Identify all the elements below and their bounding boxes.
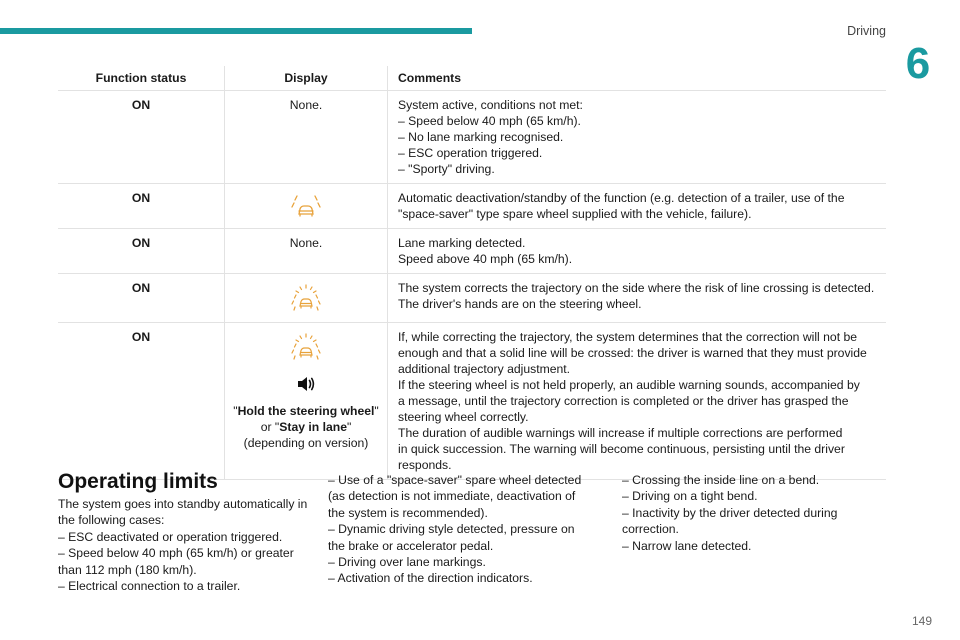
cell-comments (388, 184, 887, 229)
comment-line: – "Sporty" driving. (398, 162, 495, 176)
comment-line: responds. (398, 458, 452, 472)
comment-line: – ESC operation triggered. (398, 146, 543, 160)
comment-line: "space-saver" type spare wheel supplied with the vehicle, failure). (398, 207, 752, 221)
comment-line: – Speed below 40 mph (65 km/h). (398, 114, 581, 128)
text-line: – Crossing the inside line on a bend. (622, 473, 820, 487)
comment-line: a message, until the trajectory correction is completed or the driver has grasped the (398, 394, 849, 408)
text-line: the following cases: (58, 513, 165, 528)
text-line: – Speed below 40 mph (65 km/h) or greater (58, 546, 294, 561)
comment-line: Lane marking detected. (398, 236, 526, 250)
comment-line: in quick succession. The warning will become continuous, persisting until the driver (398, 442, 845, 456)
table-row (58, 274, 886, 323)
lane-keep-active-icon (291, 284, 321, 316)
page-number: 149 (911, 614, 932, 628)
section-heading: Operating limits (58, 470, 218, 493)
cell-status: ON (58, 229, 225, 274)
cell-display: None. (225, 91, 388, 184)
text-line: – Electrical connection to a trailer. (58, 579, 241, 594)
function-status-table (58, 66, 886, 480)
comment-line: If the steering wheel is not held properly, an audible warning sounds, accompanied by (398, 378, 860, 392)
text-line: – Narrow lane detected. (622, 538, 752, 553)
text-line: correction. (622, 522, 679, 537)
cell-display (225, 323, 388, 480)
text-line: the brake or accelerator pedal. (328, 538, 494, 553)
comment-line: enough and that a solid line will be crossed: the driver is warned that they must provide (398, 346, 867, 360)
cell-comments (388, 91, 887, 184)
header-accent-bar (0, 28, 472, 34)
table-row (58, 229, 886, 274)
cell-display (225, 184, 388, 229)
display-message-note: "Hold the steering wheel" or "Stay in lane" (depending on version) (233, 404, 379, 450)
text-line: than 112 mph (180 km/h). (58, 562, 197, 577)
cell-comments (388, 274, 887, 323)
table-row (58, 91, 886, 184)
lane-keep-active-icon (291, 333, 321, 365)
text-column-3 (622, 472, 884, 554)
speaker-icon (296, 375, 316, 397)
lane-keep-icon (291, 194, 321, 222)
cell-display: None. (225, 229, 388, 274)
text-line: – Dynamic driving style detected, pressure on (328, 522, 575, 537)
cell-comments (388, 229, 887, 274)
text-line: (as detection is not immediate, deactivation of (328, 489, 576, 504)
comment-line: – No lane marking recognised. (398, 130, 564, 144)
cell-status: ON (58, 91, 225, 184)
cell-comments (388, 323, 887, 480)
column-header-comments: Comments (388, 66, 887, 91)
cell-display (225, 274, 388, 323)
text-line: – Use of a "space-saver" spare wheel detected (328, 473, 582, 487)
text-column-2 (328, 472, 600, 587)
comment-line: The duration of audible warnings will increase if multiple corrections are performed (398, 426, 843, 440)
text-line: – Inactivity by the driver detected during (622, 505, 838, 520)
table-row (58, 184, 886, 229)
comment-line: System active, conditions not met: (398, 98, 583, 112)
cell-status: ON (58, 323, 225, 480)
text-line: the system is recommended). (328, 505, 488, 520)
comment-line: steering wheel correctly. (398, 410, 529, 424)
cell-status: ON (58, 274, 225, 323)
cell-status: ON (58, 184, 225, 229)
comment-line: The driver's hands are on the steering wheel. (398, 297, 642, 311)
comment-line: Automatic deactivation/standby of the function (e.g. detection of a trailer, use of the (398, 191, 845, 205)
text-line: – Driving over lane markings. (328, 555, 486, 570)
text-line: The system goes into standby automatically in (58, 497, 308, 511)
text-line: – Driving on a tight bend. (622, 489, 758, 504)
text-column-1 (58, 496, 316, 594)
table-header-row (58, 66, 886, 91)
comment-line: Speed above 40 mph (65 km/h). (398, 252, 573, 266)
comment-line: If, while correcting the trajectory, the system determines that the correction will not be (398, 330, 858, 344)
chapter-number: 6 (905, 39, 931, 88)
column-header-display: Display (225, 66, 388, 91)
comment-line: additional trajectory adjustment. (398, 362, 571, 376)
text-line: – ESC deactivated or operation triggered. (58, 529, 283, 544)
table-row (58, 323, 886, 480)
section-name: Driving (847, 24, 886, 38)
text-line: – Activation of the direction indicators. (328, 571, 533, 586)
column-header-status: Function status (58, 66, 225, 91)
comment-line: The system corrects the trajectory on the side where the risk of line crossing is detected. (398, 281, 875, 295)
